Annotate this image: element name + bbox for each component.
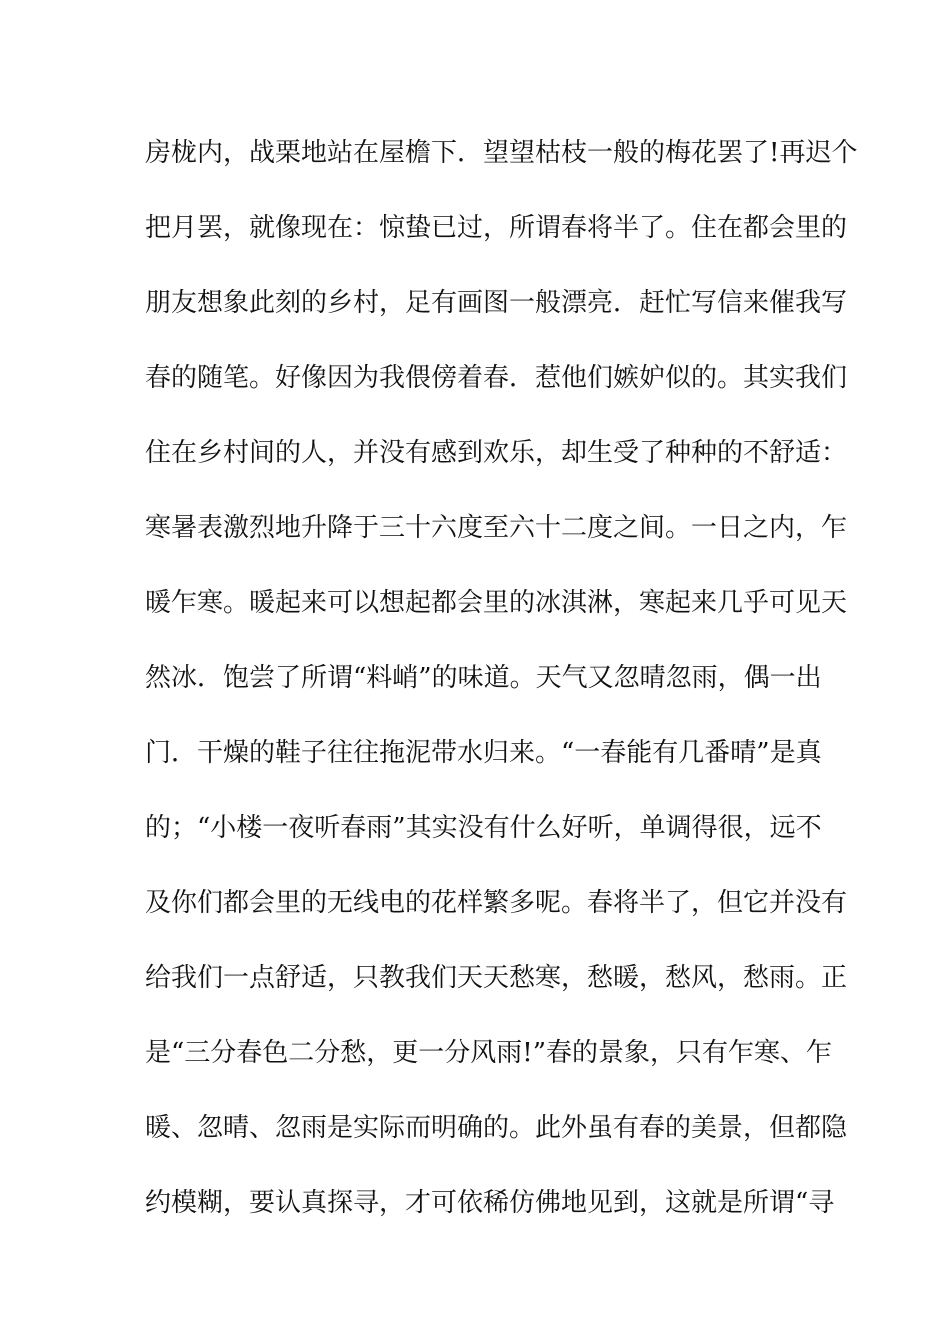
text-line: 约模糊，要认真探寻，才可依稀仿佛地见到，这就是所谓“寻 (145, 1188, 835, 1218)
text-line: 暖乍寒。暖起来可以想起都会里的冰淇淋，寒起来几乎可见天 (145, 588, 848, 618)
text-line: 把月罢，就像现在：惊蛰已过，所谓春将半了。住在都会里的 (145, 213, 848, 243)
text-line: 及你们都会里的无线电的花样繁多呢。春将半了，但它并没有 (145, 888, 848, 918)
text-line: 的；“小楼一夜听春雨”其实没有什么好听，单调得很，远不 (145, 813, 822, 843)
text-line: 住在乡村间的人，并没有感到欢乐，却生受了种种的不舒适： (145, 438, 848, 468)
text-line: 给我们一点舒适，只教我们天天愁寒，愁暖，愁风，愁雨。正 (145, 963, 848, 993)
text-line: 朋友想象此刻的乡村，足有画图一般漂亮．赶忙写信来催我写 (145, 288, 848, 318)
text-line: 寒暑表激烈地升降于三十六度至六十二度之间。一日之内，乍 (145, 513, 848, 543)
text-line: 春的随笔。好像因为我偎傍着春．惹他们嫉妒似的。其实我们 (145, 363, 848, 393)
text-line: 暖、忽晴、忽雨是实际而明确的。此外虽有春的美景，但都隐 (145, 1113, 848, 1143)
text-line: 是“三分春色二分愁，更一分风雨!”春的景象，只有乍寒、乍 (145, 1038, 833, 1068)
text-line: 房栊内，战栗地站在屋檐下．望望枯枝一般的梅花罢了!再迟个 (145, 138, 858, 168)
text-line: 然冰．饱尝了所谓“料峭”的味道。天气又忽晴忽雨，偶一出 (145, 663, 822, 693)
text-line: 门．干燥的鞋子往往拖泥带水归来。“一春能有几番晴”是真 (145, 738, 822, 768)
body-text (145, 128, 858, 1253)
